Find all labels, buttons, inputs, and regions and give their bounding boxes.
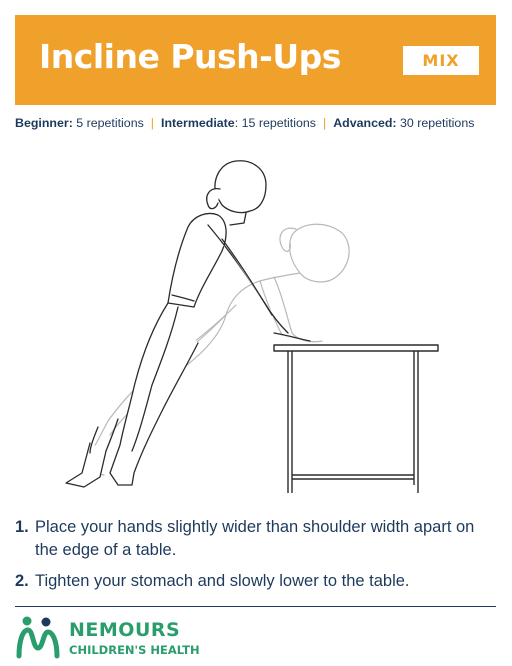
nemours-logo xyxy=(15,616,235,660)
level-separator: | xyxy=(150,116,155,130)
header-banner xyxy=(15,15,496,105)
repetition-levels xyxy=(15,116,496,130)
footer-divider xyxy=(15,606,496,607)
table xyxy=(274,345,438,493)
step-text: Place your hands slightly wider than shoulder width apart on the edge of a table. xyxy=(35,518,475,559)
instruction-steps xyxy=(15,516,496,601)
level-advanced: Advanced: 30 repetitions xyxy=(333,116,475,130)
mix-badge: MIX xyxy=(403,46,479,75)
incline-push-up-illustration xyxy=(60,155,450,500)
step-item xyxy=(15,570,496,593)
step-number: 2. xyxy=(15,572,29,590)
logo-subtitle: CHILDREN'S HEALTH xyxy=(69,643,200,657)
step-number: 1. xyxy=(15,518,29,536)
step-text: Tighten your stomach and slowly lower to the table. xyxy=(35,572,410,590)
page-title: Incline Push-Ups xyxy=(39,37,341,76)
level-intermediate: Intermediate: 15 repetitions xyxy=(161,116,316,130)
step-item xyxy=(15,516,496,562)
level-beginner: Beginner: 5 repetitions xyxy=(15,116,144,130)
upright-figure xyxy=(66,161,310,487)
logo-name: NEMOURS xyxy=(69,619,181,641)
nemours-logo-icon xyxy=(15,616,61,660)
level-separator: | xyxy=(322,116,327,130)
